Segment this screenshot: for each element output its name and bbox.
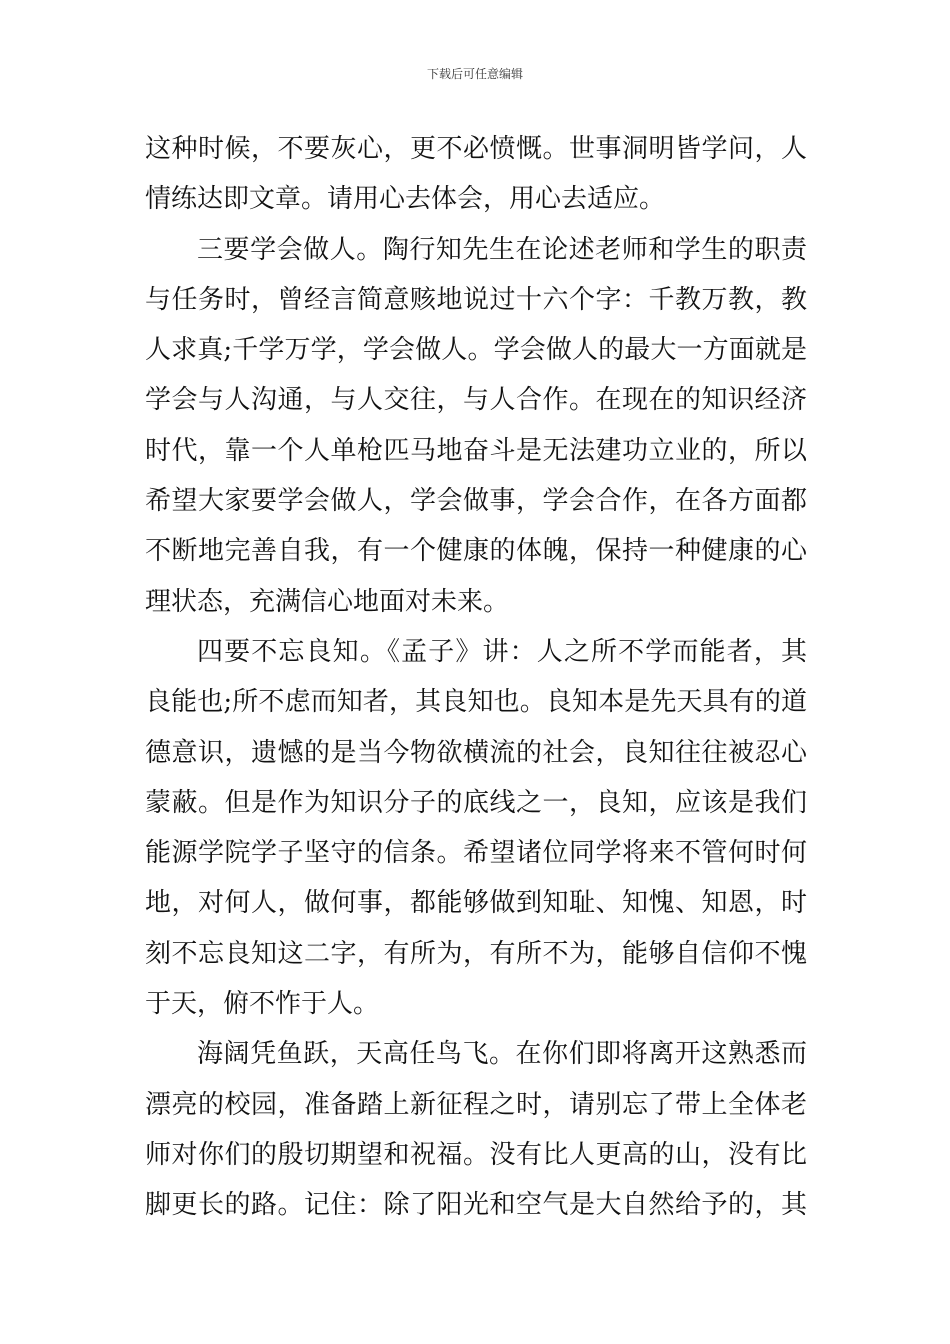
text-line: 学会与人沟通，与人交往，与人合作。在现在的知识经济 — [145, 385, 807, 416]
text-line: 脚更长的路。记住：除了阳光和空气是大自然给予的，其 — [145, 1190, 807, 1221]
text-line: 四要不忘良知。《孟子》讲：人之所不学而能者，其 — [197, 636, 807, 667]
text-line: 于天，俯不怍于人。 — [145, 989, 380, 1020]
text-line: 漂亮的校园，准备踏上新征程之时，请别忘了带上全体老 — [145, 1089, 807, 1120]
text-line: 人求真;千学万学，学会做人。学会做人的最大一方面就是 — [145, 335, 807, 366]
document-body — [145, 124, 807, 1231]
text-line: 能源学院学子坚守的信条。希望诸位同学将来不管何时何 — [145, 838, 807, 869]
text-line: 地，对何人，做何事，都能够做到知耻、知愧、知恩，时 — [145, 888, 807, 919]
page-header: 下载后可任意编辑 — [426, 67, 523, 81]
text-line: 与任务时，曾经言简意赅地说过十六个字：千教万教，教 — [145, 284, 807, 315]
text-line: 刻不忘良知这二字，有所为，有所不为，能够自信仰不愧 — [145, 938, 807, 969]
text-line: 不断地完善自我，有一个健康的体魄，保持一种健康的心 — [145, 536, 807, 567]
text-line: 德意识，遗憾的是当今物欲横流的社会，良知往往被忍心 — [145, 737, 807, 768]
text-line: 师对你们的殷切期望和祝福。没有比人更高的山，没有比 — [145, 1139, 807, 1170]
text-line: 希望大家要学会做人，学会做事，学会合作，在各方面都 — [145, 486, 807, 517]
text-line: 良能也;所不虑而知者，其良知也。良知本是先天具有的道 — [145, 687, 807, 718]
text-line: 三要学会做人。陶行知先生在论述老师和学生的职责 — [197, 234, 807, 265]
text-line: 时代，靠一个人单枪匹马地奋斗是无法建功立业的，所以 — [145, 435, 807, 466]
text-line: 蒙蔽。但是作为知识分子的底线之一，良知，应该是我们 — [145, 787, 807, 818]
text-line: 理状态，充满信心地面对未来。 — [145, 586, 510, 617]
text-line: 海阔凭鱼跃，天高任鸟飞。在你们即将离开这熟悉而 — [197, 1039, 807, 1070]
text-line: 这种时候，不要灰心，更不必愤慨。世事洞明皆学问，人 — [145, 134, 807, 164]
text-line: 情练达即文章。请用心去体会，用心去适应。 — [145, 184, 666, 215]
